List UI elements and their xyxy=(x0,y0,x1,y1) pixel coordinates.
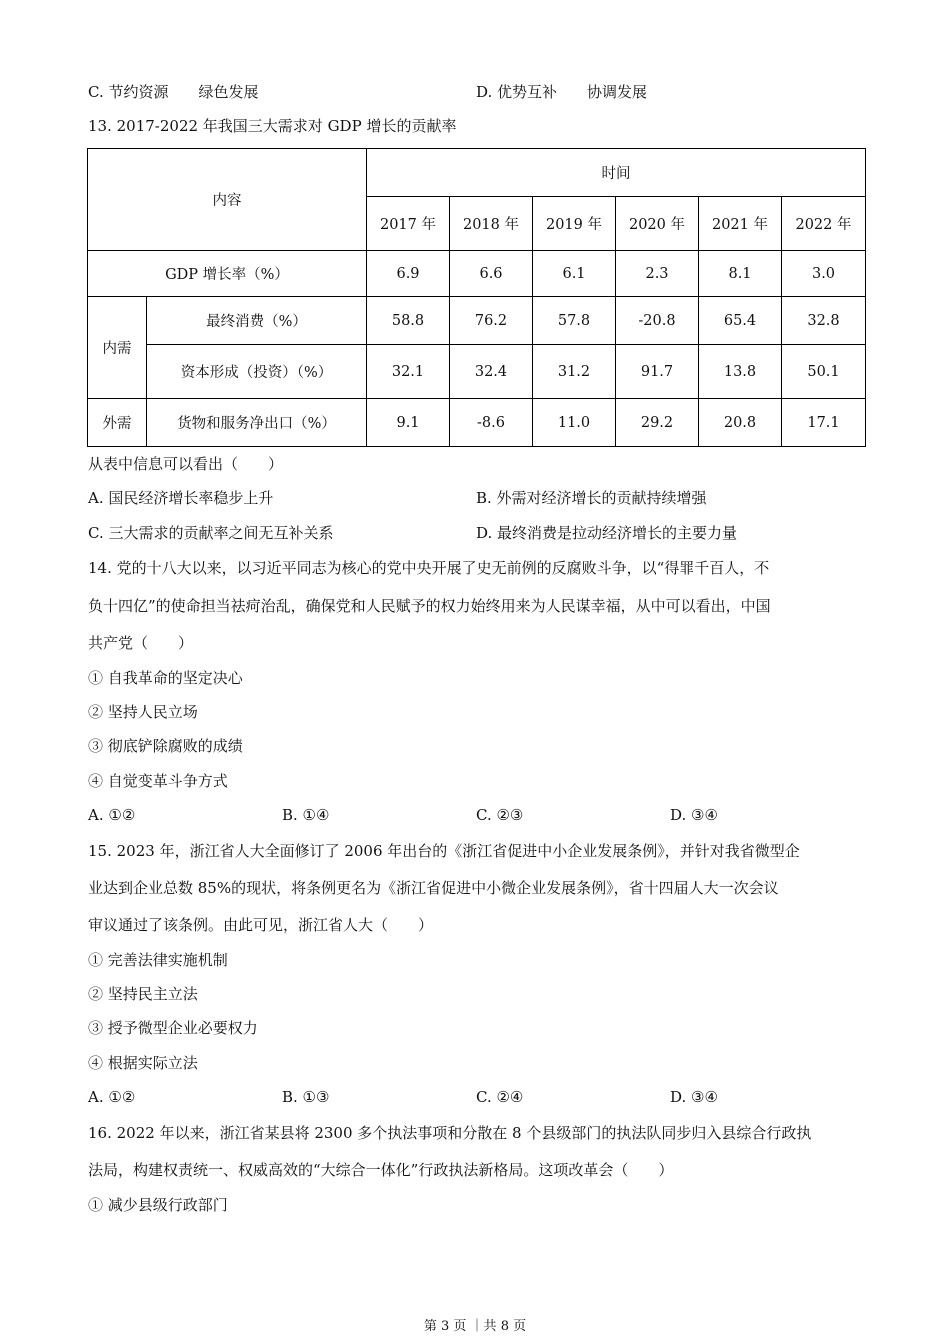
value-cell: 32.4 xyxy=(450,345,533,399)
value-cell: 3.0 xyxy=(782,251,866,297)
header-time: 时间 xyxy=(367,149,866,197)
value-cell: 50.1 xyxy=(782,345,866,399)
gdp-contribution-table xyxy=(87,148,866,447)
year-cell: 2018 年 xyxy=(450,197,533,251)
year-cell: 2020 年 xyxy=(616,197,699,251)
domestic-label: 内需 xyxy=(88,297,147,399)
value-cell: 6.6 xyxy=(450,251,533,297)
q15-option-c: C. ②④ xyxy=(476,1088,524,1106)
q15-option-d: D. ③④ xyxy=(670,1088,718,1106)
q12-option-c: C. 节约资源 绿色发展 xyxy=(88,83,259,101)
value-cell: 17.1 xyxy=(782,399,866,447)
table-row-capital xyxy=(88,345,866,399)
q14-option-c: C. ②③ xyxy=(476,806,524,824)
q15-item-1: ① 完善法律实施机制 xyxy=(88,951,228,969)
q16-line-1: 16. 2022 年以来，浙江省某县将 2300 多个执法事项和分散在 8 个县级部门的执法队同步归入县综合行政执 xyxy=(88,1124,812,1142)
value-cell: -8.6 xyxy=(450,399,533,447)
q15-line-3: 审议通过了该条例。由此可见，浙江省人大（ ） xyxy=(88,916,434,934)
value-cell: 6.1 xyxy=(533,251,616,297)
table-row-gdp xyxy=(88,251,866,297)
q13-option-b: B. 外需对经济增长的贡献持续增强 xyxy=(476,489,707,507)
q15-item-4: ④ 根据实际立法 xyxy=(88,1054,198,1072)
value-cell: 91.7 xyxy=(616,345,699,399)
value-cell: -20.8 xyxy=(616,297,699,345)
q13-option-c: C. 三大需求的贡献率之间无互补关系 xyxy=(88,524,334,542)
year-cell: 2019 年 xyxy=(533,197,616,251)
q15-line-2: 业达到企业总数 85%的现状，将条例更名为《浙江省促进中小微企业发展条例》，省十四届人大一次会议 xyxy=(88,879,779,897)
value-cell: 32.8 xyxy=(782,297,866,345)
page-footer: 第 3 页 ｜共 8 页 xyxy=(423,1319,527,1334)
value-cell: 57.8 xyxy=(533,297,616,345)
value-cell: 32.1 xyxy=(367,345,450,399)
gdp-label: GDP 增长率（%） xyxy=(88,251,367,297)
q14-line-1: 14. 党的十八大以来，以习近平同志为核心的党中央开展了史无前例的反腐败斗争，以“得罪千百人，不 xyxy=(88,559,770,577)
q13-option-a: A. 国民经济增长率稳步上升 xyxy=(88,489,274,507)
q15-line-1: 15. 2023 年，浙江省人大全面修订了 2006 年出台的《浙江省促进中小企业发展条例》，并针对我省微型企 xyxy=(88,842,800,860)
header-content: 内容 xyxy=(88,149,367,251)
consumption-label: 最终消费（%） xyxy=(147,297,367,345)
value-cell: 6.9 xyxy=(367,251,450,297)
q14-item-1: ① 自我革命的坚定决心 xyxy=(88,669,243,687)
value-cell: 58.8 xyxy=(367,297,450,345)
q12-option-d: D. 优势互补 协调发展 xyxy=(476,83,648,101)
q16-item-1: ① 减少县级行政部门 xyxy=(88,1196,228,1214)
value-cell: 11.0 xyxy=(533,399,616,447)
value-cell: 13.8 xyxy=(699,345,782,399)
netexport-label: 货物和服务净出口（%） xyxy=(147,399,367,447)
value-cell: 76.2 xyxy=(450,297,533,345)
value-cell: 31.2 xyxy=(533,345,616,399)
table-row-netexport xyxy=(88,399,866,447)
q14-item-2: ② 坚持人民立场 xyxy=(88,703,198,721)
value-cell: 9.1 xyxy=(367,399,450,447)
value-cell: 2.3 xyxy=(616,251,699,297)
capital-label: 资本形成（投资）（%） xyxy=(147,345,367,399)
value-cell: 29.2 xyxy=(616,399,699,447)
q14-line-2: 负十四亿”的使命担当祛疴治乱，确保党和人民赋予的权力始终用来为人民谋幸福，从中可以看出，中国 xyxy=(88,597,771,615)
q14-line-3: 共产党（ ） xyxy=(88,634,194,652)
q14-item-3: ③ 彻底铲除腐败的成绩 xyxy=(88,737,243,755)
q15-item-3: ③ 授予微型企业必要权力 xyxy=(88,1019,258,1037)
q15-option-b: B. ①③ xyxy=(282,1088,330,1106)
q14-option-b: B. ①④ xyxy=(282,806,330,824)
q16-line-2: 法局，构建权责统一、权威高效的“大综合一体化”行政执法新格局。这项改革会（ ） xyxy=(88,1161,674,1179)
q14-option-a: A. ①② xyxy=(88,806,136,824)
q14-item-4: ④ 自觉变革斗争方式 xyxy=(88,772,228,790)
q15-item-2: ② 坚持民主立法 xyxy=(88,985,198,1003)
q13-option-d: D. 最终消费是拉动经济增长的主要力量 xyxy=(476,524,738,542)
value-cell: 8.1 xyxy=(699,251,782,297)
q13-stem: 从表中信息可以看出（ ） xyxy=(88,455,284,473)
value-cell: 20.8 xyxy=(699,399,782,447)
q14-option-d: D. ③④ xyxy=(670,806,718,824)
table-row-consumption xyxy=(88,297,866,345)
year-cell: 2017 年 xyxy=(367,197,450,251)
value-cell: 65.4 xyxy=(699,297,782,345)
year-cell: 2021 年 xyxy=(699,197,782,251)
year-cell: 2022 年 xyxy=(782,197,866,251)
external-label: 外需 xyxy=(88,399,147,447)
q15-option-a: A. ①② xyxy=(88,1088,136,1106)
q13-title: 13. 2017-2022 年我国三大需求对 GDP 增长的贡献率 xyxy=(88,117,457,135)
